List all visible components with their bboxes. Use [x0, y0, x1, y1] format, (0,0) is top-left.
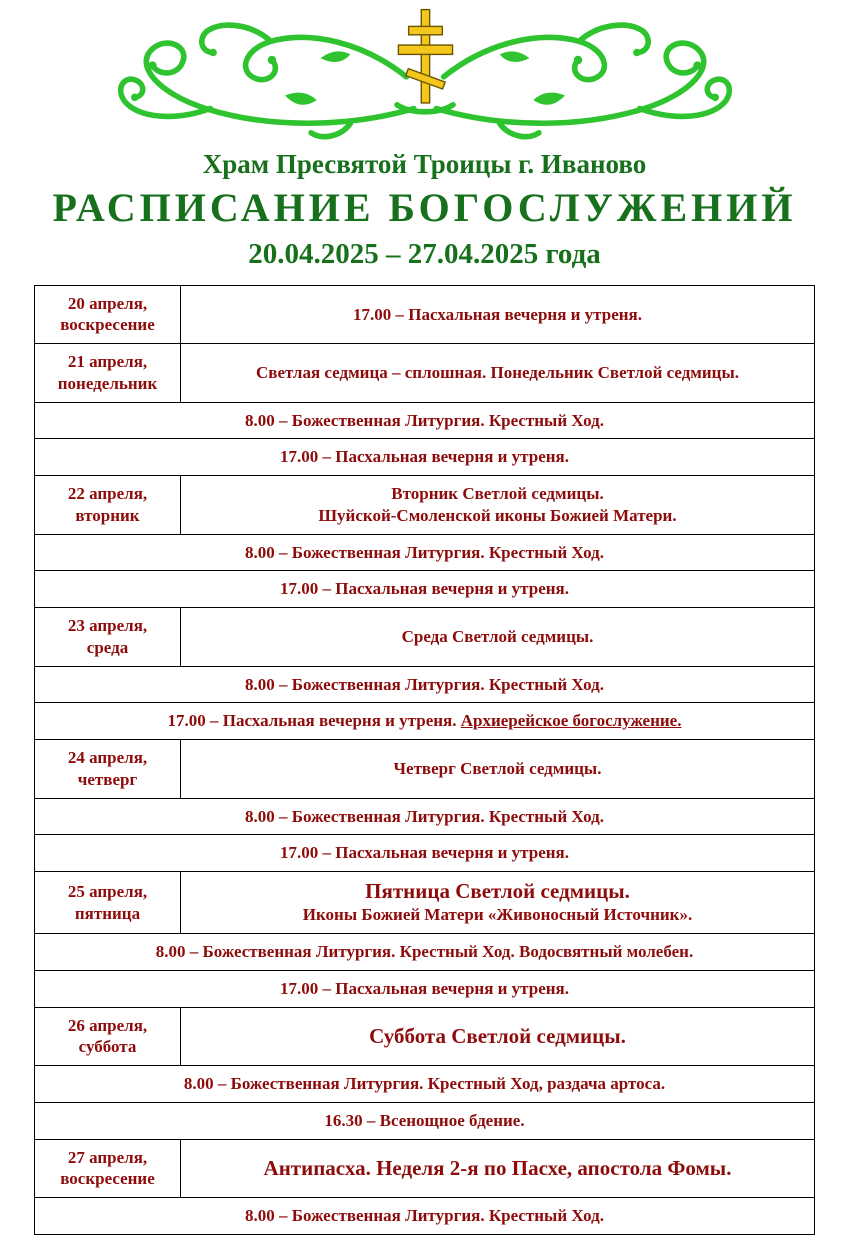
service-line: 17.00 – Пасхальная вечерня и утреня. [280, 978, 569, 998]
service-line: 16.30 – Всенощное бдение. [324, 1110, 525, 1130]
service-cell [35, 798, 815, 835]
schedule-row [35, 666, 815, 703]
schedule-row [35, 1007, 815, 1066]
date-cell [35, 285, 181, 344]
schedule-period: 20.04.2025 – 27.04.2025 года [248, 238, 601, 271]
date-cell [35, 1007, 181, 1066]
service-line: 17.00 – Пасхальная вечерня и утреня. [280, 579, 569, 599]
schedule-row [35, 608, 815, 667]
service-cell [35, 1198, 815, 1235]
service-cell [35, 1102, 815, 1139]
schedule-row [35, 1198, 815, 1235]
date-line: 27 апреля, [67, 1147, 148, 1167]
page-header [34, 148, 815, 272]
date-line: 20 апреля, [67, 293, 148, 313]
date-line: воскресение [60, 315, 155, 335]
service-line: Суббота Светлой седмицы. [369, 1023, 626, 1048]
service-line: Вторник Светлой седмицы. [391, 484, 604, 504]
service-line: Четверг Светлой седмицы. [393, 759, 602, 779]
floral-ornament [65, 4, 785, 144]
service-cell [181, 872, 815, 934]
date-line: четверг [77, 769, 138, 789]
service-cell [181, 608, 815, 667]
schedule-row [35, 970, 815, 1007]
schedule-row [35, 344, 815, 403]
page-title: РАСПИСАНИЕ БОГОСЛУЖЕНИЙ [52, 185, 797, 231]
service-cell [181, 285, 815, 344]
date-line: 26 апреля, [67, 1015, 148, 1035]
service-cell [181, 1007, 815, 1066]
date-cell [35, 476, 181, 535]
service-line: Шуйской-Смоленской иконы Божией Матери. [318, 505, 677, 525]
service-cell [35, 534, 815, 571]
schedule-table [34, 285, 815, 1235]
service-cell [181, 476, 815, 535]
schedule-row [35, 1139, 815, 1198]
date-line: суббота [78, 1037, 137, 1057]
date-line: 25 апреля, [67, 881, 148, 901]
service-cell [35, 934, 815, 971]
service-line: 8.00 – Божественная Литургия. Крестный Ход. Водосвятный молебен. [155, 942, 694, 962]
service-cell [181, 740, 815, 799]
service-cell [35, 1066, 815, 1103]
schedule-row [35, 798, 815, 835]
date-cell [35, 1139, 181, 1198]
service-line: Иконы Божией Матери «Живоносный Источник». [302, 905, 693, 925]
service-line: Антипасха. Неделя 2-я по Пасхе, апостола Фомы. [263, 1155, 732, 1180]
service-line: Светлая седмица – сплошная. Понедельник Светлой седмицы. [255, 363, 739, 383]
schedule-row [35, 872, 815, 934]
date-line: 21 апреля, [67, 352, 148, 372]
schedule-row [35, 1066, 815, 1103]
service-cell [181, 344, 815, 403]
date-line: среда [86, 637, 129, 657]
schedule-row [35, 534, 815, 571]
schedule-row [35, 402, 815, 439]
schedule-row [35, 285, 815, 344]
service-cell [181, 1139, 815, 1198]
service-line: Среда Светлой седмицы. [401, 627, 594, 647]
service-line: 8.00 – Божественная Литургия. Крестный Ход. [245, 410, 604, 430]
schedule-row [35, 439, 815, 476]
date-line: пятница [74, 903, 141, 923]
date-cell [35, 740, 181, 799]
service-line: 8.00 – Божественная Литургия. Крестный Ход. [245, 1206, 604, 1226]
date-line: вторник [75, 505, 140, 525]
service-cell [35, 439, 815, 476]
service-line: 8.00 – Божественная Литургия. Крестный Ход. [245, 806, 604, 826]
service-line: 17.00 – Пасхальная вечерня и утреня. [280, 447, 569, 467]
date-line: воскресение [60, 1169, 155, 1189]
date-line: 23 апреля, [67, 616, 148, 636]
schedule-row [35, 1102, 815, 1139]
date-cell [35, 344, 181, 403]
service-line: 17.00 – Пасхальная вечерня и утреня. [280, 843, 569, 863]
header-ornament [34, 4, 815, 146]
schedule-table-body [35, 285, 815, 1234]
service-cell [35, 666, 815, 703]
underlined-text: Архиерейское богослужение. [460, 711, 682, 731]
date-cell [35, 608, 181, 667]
date-line: 22 апреля, [67, 484, 148, 504]
service-cell [35, 835, 815, 872]
date-line: 24 апреля, [67, 748, 148, 768]
service-cell [35, 970, 815, 1007]
schedule-row [35, 571, 815, 608]
schedule-row [35, 934, 815, 971]
schedule-row [35, 740, 815, 799]
schedule-row [35, 835, 815, 872]
service-line: 8.00 – Божественная Литургия. Крестный Ход. [245, 674, 604, 694]
service-line: Пятница Светлой седмицы. [365, 879, 630, 904]
schedule-row [35, 703, 815, 740]
date-line: понедельник [57, 373, 158, 393]
orthodox-cross-icon [398, 10, 452, 103]
service-line: 8.00 – Божественная Литургия. Крестный Ход, раздача артоса. [183, 1074, 666, 1094]
service-cell [35, 703, 815, 740]
service-cell [35, 571, 815, 608]
date-cell [35, 872, 181, 934]
service-cell [35, 402, 815, 439]
service-line: 8.00 – Божественная Литургия. Крестный Ход. [245, 542, 604, 562]
schedule-row [35, 476, 815, 535]
church-name: Храм Пресвятой Троицы г. Иваново [202, 149, 647, 179]
service-line: 17.00 – Пасхальная вечерня и утреня. [353, 304, 642, 324]
service-line: 17.00 – Пасхальная вечерня и утреня. Архиерейское богослужение. [167, 711, 682, 731]
